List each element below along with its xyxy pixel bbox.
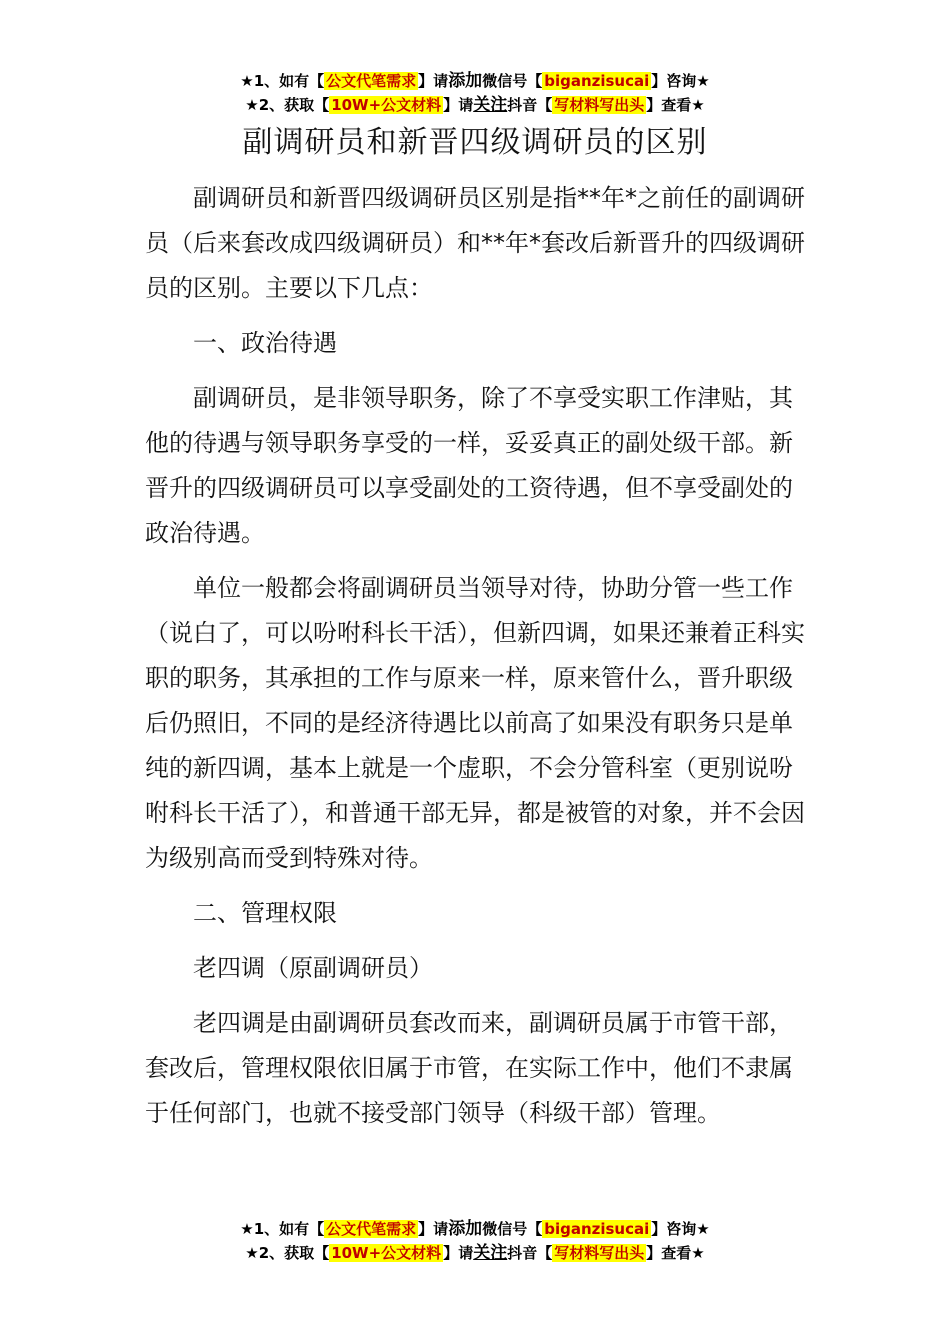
promo-highlight: 公文代笔需求 <box>326 72 417 90</box>
promo-line-1: ★1、如有【 公文代笔需求 】请添加微信号【 biganzisucai 】咨询★ <box>240 71 710 91</box>
sub-heading: 老四调（原副调研员） <box>193 954 433 982</box>
section-heading: 二、管理权限 <box>193 899 337 927</box>
promo-highlight: 10W+公文材料 <box>331 96 442 114</box>
promo-douyin-id: 写材料写出头 <box>554 1244 645 1262</box>
document-body <box>145 176 815 1146</box>
promo-line-2: ★2、获取【 10W+公文材料 】请关注抖音【 写材料写出头 】查看★ <box>245 95 705 115</box>
promo-wechat-id: biganzisucai <box>544 1220 650 1238</box>
promo-line-1: ★1、如有【 公文代笔需求 】请添加微信号【 biganzisucai 】咨询★ <box>240 1219 710 1239</box>
section-heading: 一、政治待遇 <box>193 329 337 357</box>
paragraph: 副调研员，是非领导职务，除了不享受实职工作津贴，其他的待遇与领导职务享受的一样，妥妥真正的副处级干部。新晋升的四级调研员可以享受副处的工资待遇，但不享受副处的政治待遇。 <box>145 384 793 547</box>
paragraph: 单位一般都会将副调研员当领导对待，协助分管一些工作（说白了，可以吩咐科长干活），但新四调，如果还兼着正科实职的职务，其承担的工作与原来一样，原来管什么，晋升职级后仍照旧，不同的是经济待遇比以前高了如果没有职务只是单纯的新四调，基本上就是一个虚职，不会分管科室（更别说吩咐科长干活了），和普通干部无异，都是被管的对象，并不会因为级别高而受到特殊对待。 <box>145 574 805 872</box>
promo-highlight: 10W+公文材料 <box>331 1244 442 1262</box>
paragraph: 老四调是由副调研员套改而来，副调研员属于市管干部，套改后，管理权限依旧属于市管，在实际工作中，他们不隶属于任何部门，也就不接受部门领导（科级干部）管理。 <box>145 1009 793 1127</box>
header-promo <box>0 69 950 117</box>
promo-line-2: ★2、获取【 10W+公文材料 】请关注抖音【 写材料写出头 】查看★ <box>245 1243 705 1263</box>
promo-douyin-id: 写材料写出头 <box>554 96 645 114</box>
footer-promo <box>0 1217 950 1265</box>
paragraph: 副调研员和新晋四级调研员区别是指**年*之前任的副调研员（后来套改成四级调研员）和**年*套改后新晋升的四级调研员的区别。主要以下几点： <box>145 184 805 302</box>
promo-wechat-id: biganzisucai <box>544 72 650 90</box>
promo-highlight: 公文代笔需求 <box>326 1220 417 1238</box>
document-title: 副调研员和新晋四级调研员的区别 <box>242 125 708 160</box>
